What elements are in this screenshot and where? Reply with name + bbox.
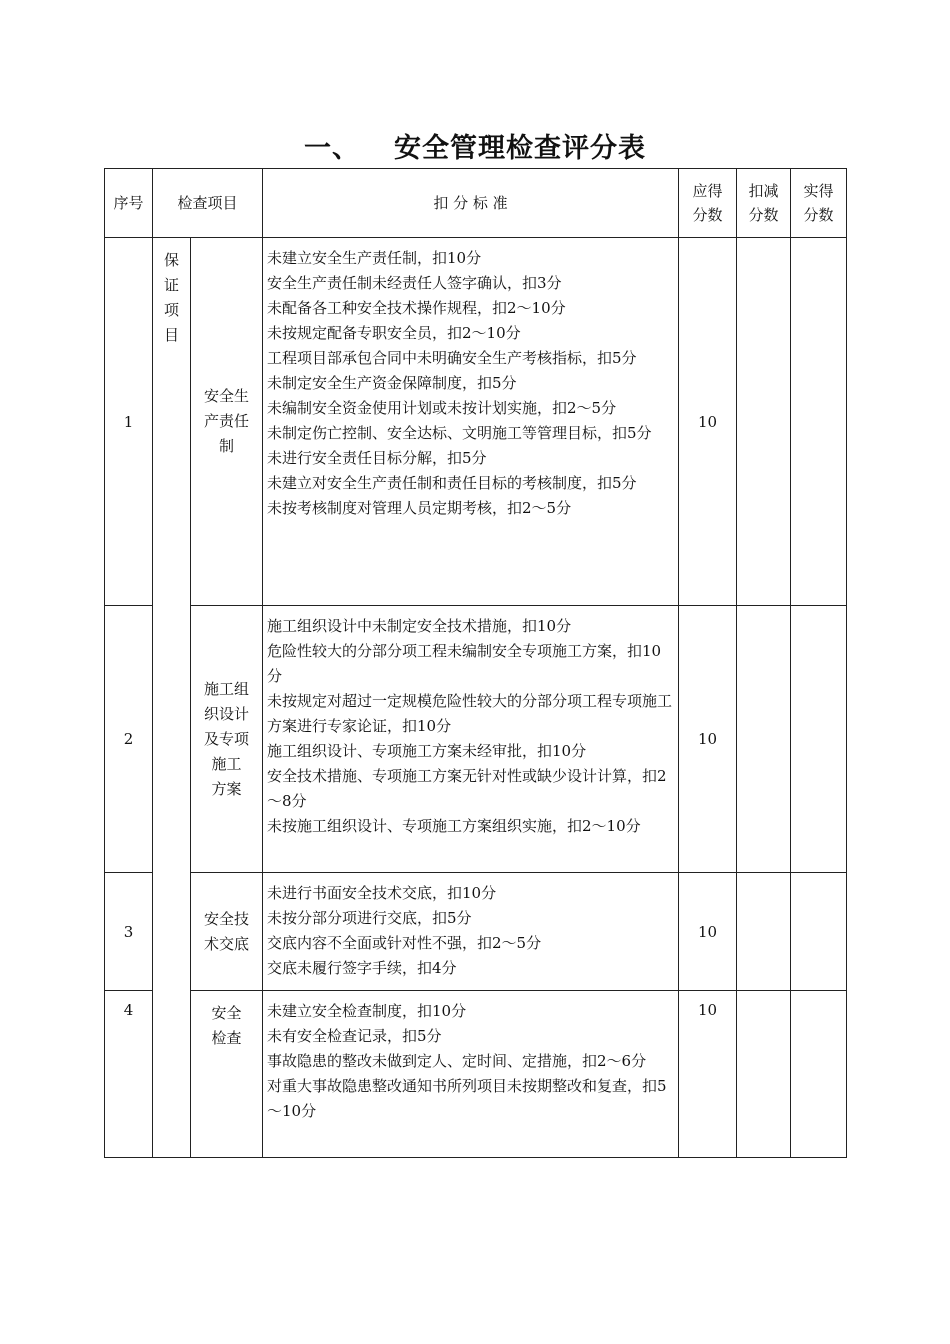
standard-line: 未进行书面安全技术交底，扣10分 bbox=[267, 884, 497, 902]
row-seq: 3 bbox=[105, 873, 153, 991]
row-standards bbox=[263, 991, 679, 1158]
row-deduct-score[interactable] bbox=[737, 238, 791, 606]
row-seq: 2 bbox=[105, 606, 153, 873]
header-due-score: 应得 分数 bbox=[679, 169, 737, 238]
standard-line: 未进行安全责任目标分解，扣5分 bbox=[267, 449, 487, 467]
standard-line: 事故隐患的整改未做到定人、定时间、定措施，扣2～6分 bbox=[267, 1052, 647, 1070]
title-text: 安全管理检查评分表 bbox=[394, 133, 646, 164]
group-label: 保 证 项 目 bbox=[153, 238, 191, 1158]
row-standards bbox=[263, 238, 679, 606]
standard-line: 施工组织设计、专项施工方案未经审批，扣10分 bbox=[267, 742, 587, 760]
standard-line: 未按考核制度对管理人员定期考核，扣2～5分 bbox=[267, 499, 572, 517]
table-row bbox=[105, 991, 847, 1158]
table-row bbox=[105, 606, 847, 873]
page-title bbox=[0, 126, 950, 165]
row-deduct-score[interactable] bbox=[737, 873, 791, 991]
row-actual-score[interactable] bbox=[791, 238, 847, 606]
standard-line: 安全生产责任制未经责任人签字确认，扣3分 bbox=[267, 274, 562, 292]
standard-line: 未制定伤亡控制、安全达标、文明施工等管理目标，扣5分 bbox=[267, 424, 652, 442]
row-seq: 1 bbox=[105, 238, 153, 606]
row-standards bbox=[263, 606, 679, 873]
row-deduct-score[interactable] bbox=[737, 606, 791, 873]
standard-line: 未编制安全资金使用计划或未按计划实施，扣2～5分 bbox=[267, 399, 617, 417]
standard-line: 未按规定配备专职安全员，扣2～10分 bbox=[267, 324, 521, 342]
standard-line: 交底内容不全面或针对性不强，扣2～5分 bbox=[267, 934, 542, 952]
row-seq: 4 bbox=[105, 991, 153, 1158]
header-actual-score: 实得 分数 bbox=[791, 169, 847, 238]
standard-line: 危险性较大的分部分项工程未编制安全专项施工方案，扣10分 bbox=[267, 642, 662, 685]
standard-line: 工程项目部承包合同中未明确安全生产考核指标，扣5分 bbox=[267, 349, 637, 367]
row-item: 安全生 产责任 制 bbox=[191, 238, 263, 606]
row-due-score: 10 bbox=[679, 238, 737, 606]
standard-line: 对重大事故隐患整改通知书所列项目未按期整改和复查，扣5～10分 bbox=[267, 1077, 667, 1120]
standard-line: 未按规定对超过一定规模危险性较大的分部分项工程专项施工方案进行专家论证，扣10分 bbox=[267, 692, 673, 735]
header-seq: 序号 bbox=[105, 169, 153, 238]
row-due-score: 10 bbox=[679, 991, 737, 1158]
row-actual-score[interactable] bbox=[791, 873, 847, 991]
table-row bbox=[105, 873, 847, 991]
row-item: 安全 检查 bbox=[191, 991, 263, 1158]
standard-line: 施工组织设计中未制定安全技术措施，扣10分 bbox=[267, 617, 572, 635]
row-deduct-score[interactable] bbox=[737, 991, 791, 1158]
standard-line: 未建立安全检查制度，扣10分 bbox=[267, 1002, 467, 1020]
row-standards bbox=[263, 873, 679, 991]
standard-line: 未按分部分项进行交底，扣5分 bbox=[267, 909, 472, 927]
standard-line: 安全技术措施、专项施工方案无针对性或缺少设计计算，扣2～8分 bbox=[267, 767, 667, 810]
standard-line: 未配备各工种安全技术操作规程，扣2～10分 bbox=[267, 299, 566, 317]
header-deduct-score: 扣减 分数 bbox=[737, 169, 791, 238]
title-number: 一、 bbox=[304, 133, 360, 164]
standard-line: 交底未履行签字手续，扣4分 bbox=[267, 959, 457, 977]
header-item: 检查项目 bbox=[153, 169, 263, 238]
standard-line: 未建立对安全生产责任制和责任目标的考核制度，扣5分 bbox=[267, 474, 637, 492]
row-item: 安全技 术交底 bbox=[191, 873, 263, 991]
row-due-score: 10 bbox=[679, 606, 737, 873]
row-due-score: 10 bbox=[679, 873, 737, 991]
standard-line: 未有安全检查记录，扣5分 bbox=[267, 1027, 442, 1045]
row-actual-score[interactable] bbox=[791, 991, 847, 1158]
score-table bbox=[104, 168, 847, 1158]
table-row bbox=[105, 238, 847, 606]
standard-line: 未建立安全生产责任制，扣10分 bbox=[267, 249, 482, 267]
standard-line: 未按施工组织设计、专项施工方案组织实施，扣2～10分 bbox=[267, 817, 641, 835]
header-standard: 扣 分 标 准 bbox=[263, 169, 679, 238]
header-row bbox=[105, 169, 847, 238]
standard-line: 未制定安全生产资金保障制度，扣5分 bbox=[267, 374, 517, 392]
row-actual-score[interactable] bbox=[791, 606, 847, 873]
row-item: 施工组 织设计 及专项 施工 方案 bbox=[191, 606, 263, 873]
